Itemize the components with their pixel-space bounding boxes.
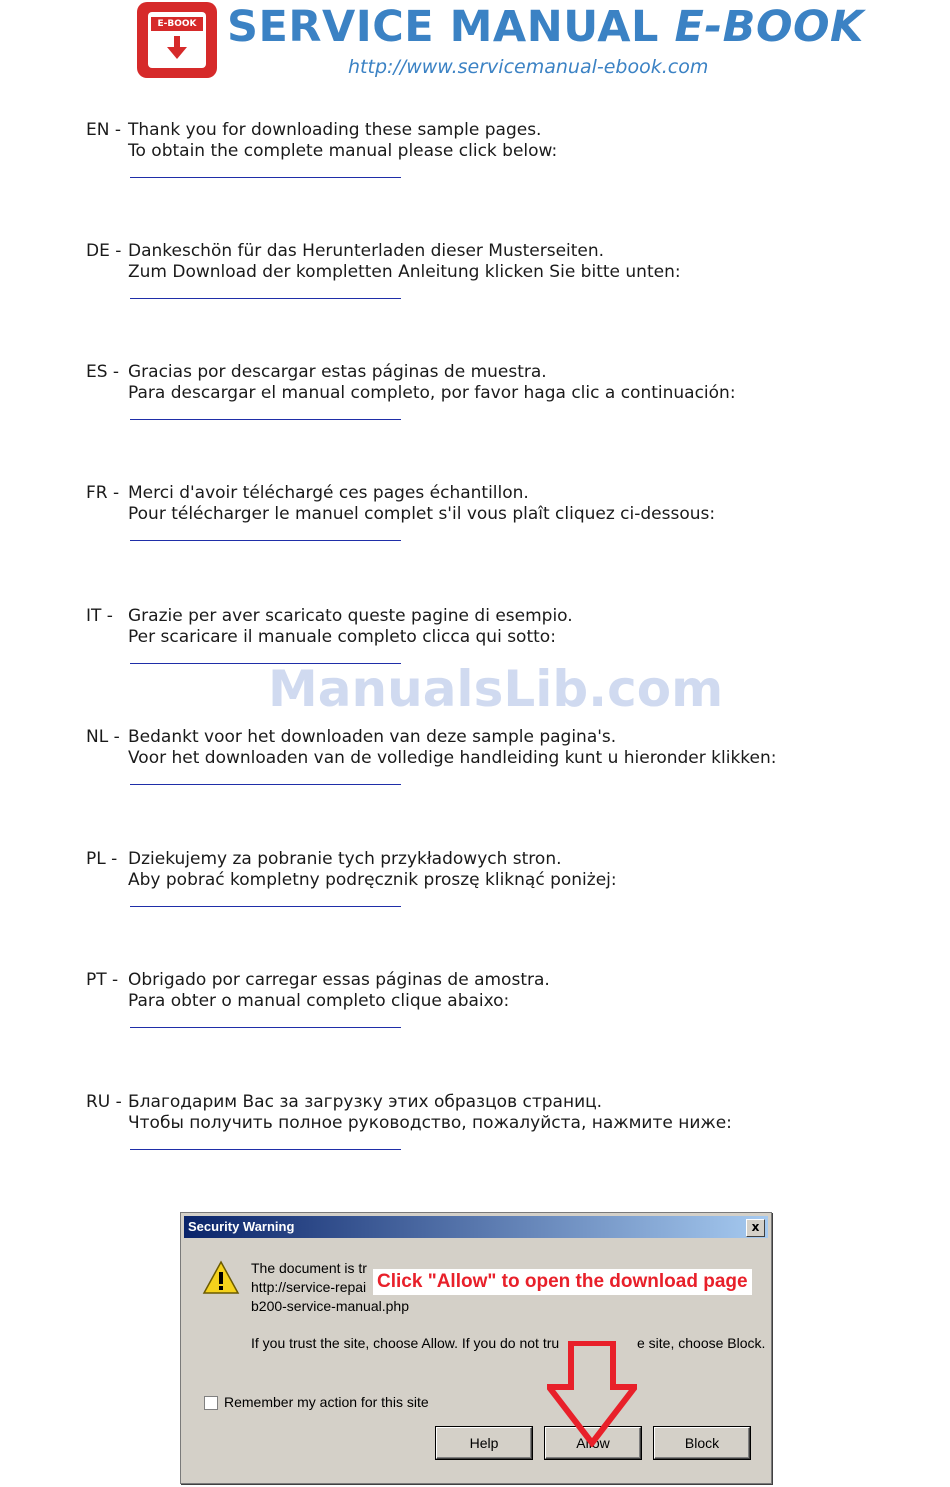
remember-label: Remember my action for this site bbox=[224, 1394, 429, 1410]
brand-title-main: SERVICE MANUAL bbox=[227, 2, 659, 52]
download-link-pt[interactable] bbox=[130, 1027, 401, 1028]
download-link-en[interactable] bbox=[130, 177, 401, 178]
dialog-text-line3: b200-service-manual.php bbox=[251, 1298, 409, 1314]
red-arrow-icon bbox=[547, 1341, 637, 1447]
lang-line1: Thank you for downloading these sample pages. bbox=[128, 120, 542, 140]
download-link-ru[interactable] bbox=[130, 1149, 401, 1150]
security-warning-dialog bbox=[180, 1212, 772, 1484]
lang-line2: Aby pobrać kompletny podręcznik proszę kliknąć poniżej: bbox=[128, 870, 617, 890]
brand-title-ebook: E-BOOK bbox=[674, 2, 864, 52]
brand-url-link[interactable]: http://www.servicemanual-ebook.com bbox=[348, 56, 709, 78]
logo-tag: E-BOOK bbox=[151, 17, 203, 31]
download-arrow-icon bbox=[166, 36, 188, 60]
allow-button[interactable]: Allow bbox=[545, 1427, 641, 1459]
dialog-text-line4b: e site, choose Block. bbox=[637, 1335, 766, 1351]
dialog-titlebar[interactable] bbox=[184, 1216, 768, 1238]
lang-code: EN - bbox=[86, 120, 121, 140]
warning-icon bbox=[202, 1260, 240, 1296]
dialog-title: Security Warning bbox=[188, 1219, 295, 1234]
download-link-nl[interactable] bbox=[130, 784, 401, 785]
lang-line2: Pour télécharger le manuel complet s'il vous plaît cliquez ci-dessous: bbox=[128, 504, 716, 524]
dialog-text-line4: If you trust the site, choose Allow. If you do not tru bbox=[251, 1335, 560, 1351]
lang-code: DE - bbox=[86, 241, 122, 261]
lang-line2: Para descargar el manual completo, por favor haga clic a continuación: bbox=[128, 383, 736, 403]
lang-line2: To obtain the complete manual please click below: bbox=[128, 141, 558, 161]
lang-line2: Para obter o manual completo clique abaixo: bbox=[128, 991, 510, 1011]
lang-code: ES - bbox=[86, 362, 120, 382]
lang-line1: Bedankt voor het downloaden van deze sample pagina's. bbox=[128, 727, 617, 747]
brand-title bbox=[227, 2, 864, 52]
lang-code: RU - bbox=[86, 1092, 122, 1112]
lang-line1: Merci d'avoir téléchargé ces pages échantillon. bbox=[128, 483, 529, 503]
lang-line1: Благодарим Вас за загрузку этих образцов страниц. bbox=[128, 1092, 603, 1112]
lang-line2: Zum Download der kompletten Anleitung klicken Sie bitte unten: bbox=[128, 262, 681, 282]
lang-line1: Obrigado por carregar essas páginas de amostra. bbox=[128, 970, 550, 990]
dialog-text-line2: http://service-repai bbox=[251, 1279, 367, 1295]
lang-code: NL - bbox=[86, 727, 120, 747]
lang-line1: Gracias por descargar estas páginas de muestra. bbox=[128, 362, 547, 382]
ebook-logo-icon bbox=[137, 2, 217, 78]
download-link-es[interactable] bbox=[130, 419, 401, 420]
dialog-text-line1: The document is tr bbox=[251, 1260, 367, 1276]
lang-code: IT - bbox=[86, 606, 113, 626]
lang-line2: Per scaricare il manuale completo clicca qui sotto: bbox=[128, 627, 556, 647]
lang-code: PT - bbox=[86, 970, 119, 990]
lang-line2: Чтобы получить полное руководство, пожалуйста, нажмите ниже: bbox=[128, 1113, 732, 1133]
download-link-pl[interactable] bbox=[130, 906, 401, 907]
callout-label: Click "Allow" to open the download page bbox=[373, 1269, 752, 1295]
lang-line1: Dziekujemy za pobranie tych przykładowych stron. bbox=[128, 849, 562, 869]
lang-line1: Grazie per aver scaricato queste pagine di esempio. bbox=[128, 606, 573, 626]
lang-code: PL - bbox=[86, 849, 118, 869]
help-button[interactable]: Help bbox=[436, 1427, 532, 1459]
download-link-fr[interactable] bbox=[130, 540, 401, 541]
lang-line1: Dankeschön für das Herunterladen dieser Musterseiten. bbox=[128, 241, 605, 261]
lang-code: FR - bbox=[86, 483, 120, 503]
block-button[interactable]: Block bbox=[654, 1427, 750, 1459]
lang-line2: Voor het downloaden van de volledige handleiding kunt u hieronder klikken: bbox=[128, 748, 777, 768]
remember-checkbox[interactable] bbox=[204, 1396, 218, 1410]
download-link-de[interactable] bbox=[130, 298, 401, 299]
close-icon[interactable]: x bbox=[746, 1219, 765, 1237]
watermark: ManualsLib.com bbox=[268, 660, 724, 718]
